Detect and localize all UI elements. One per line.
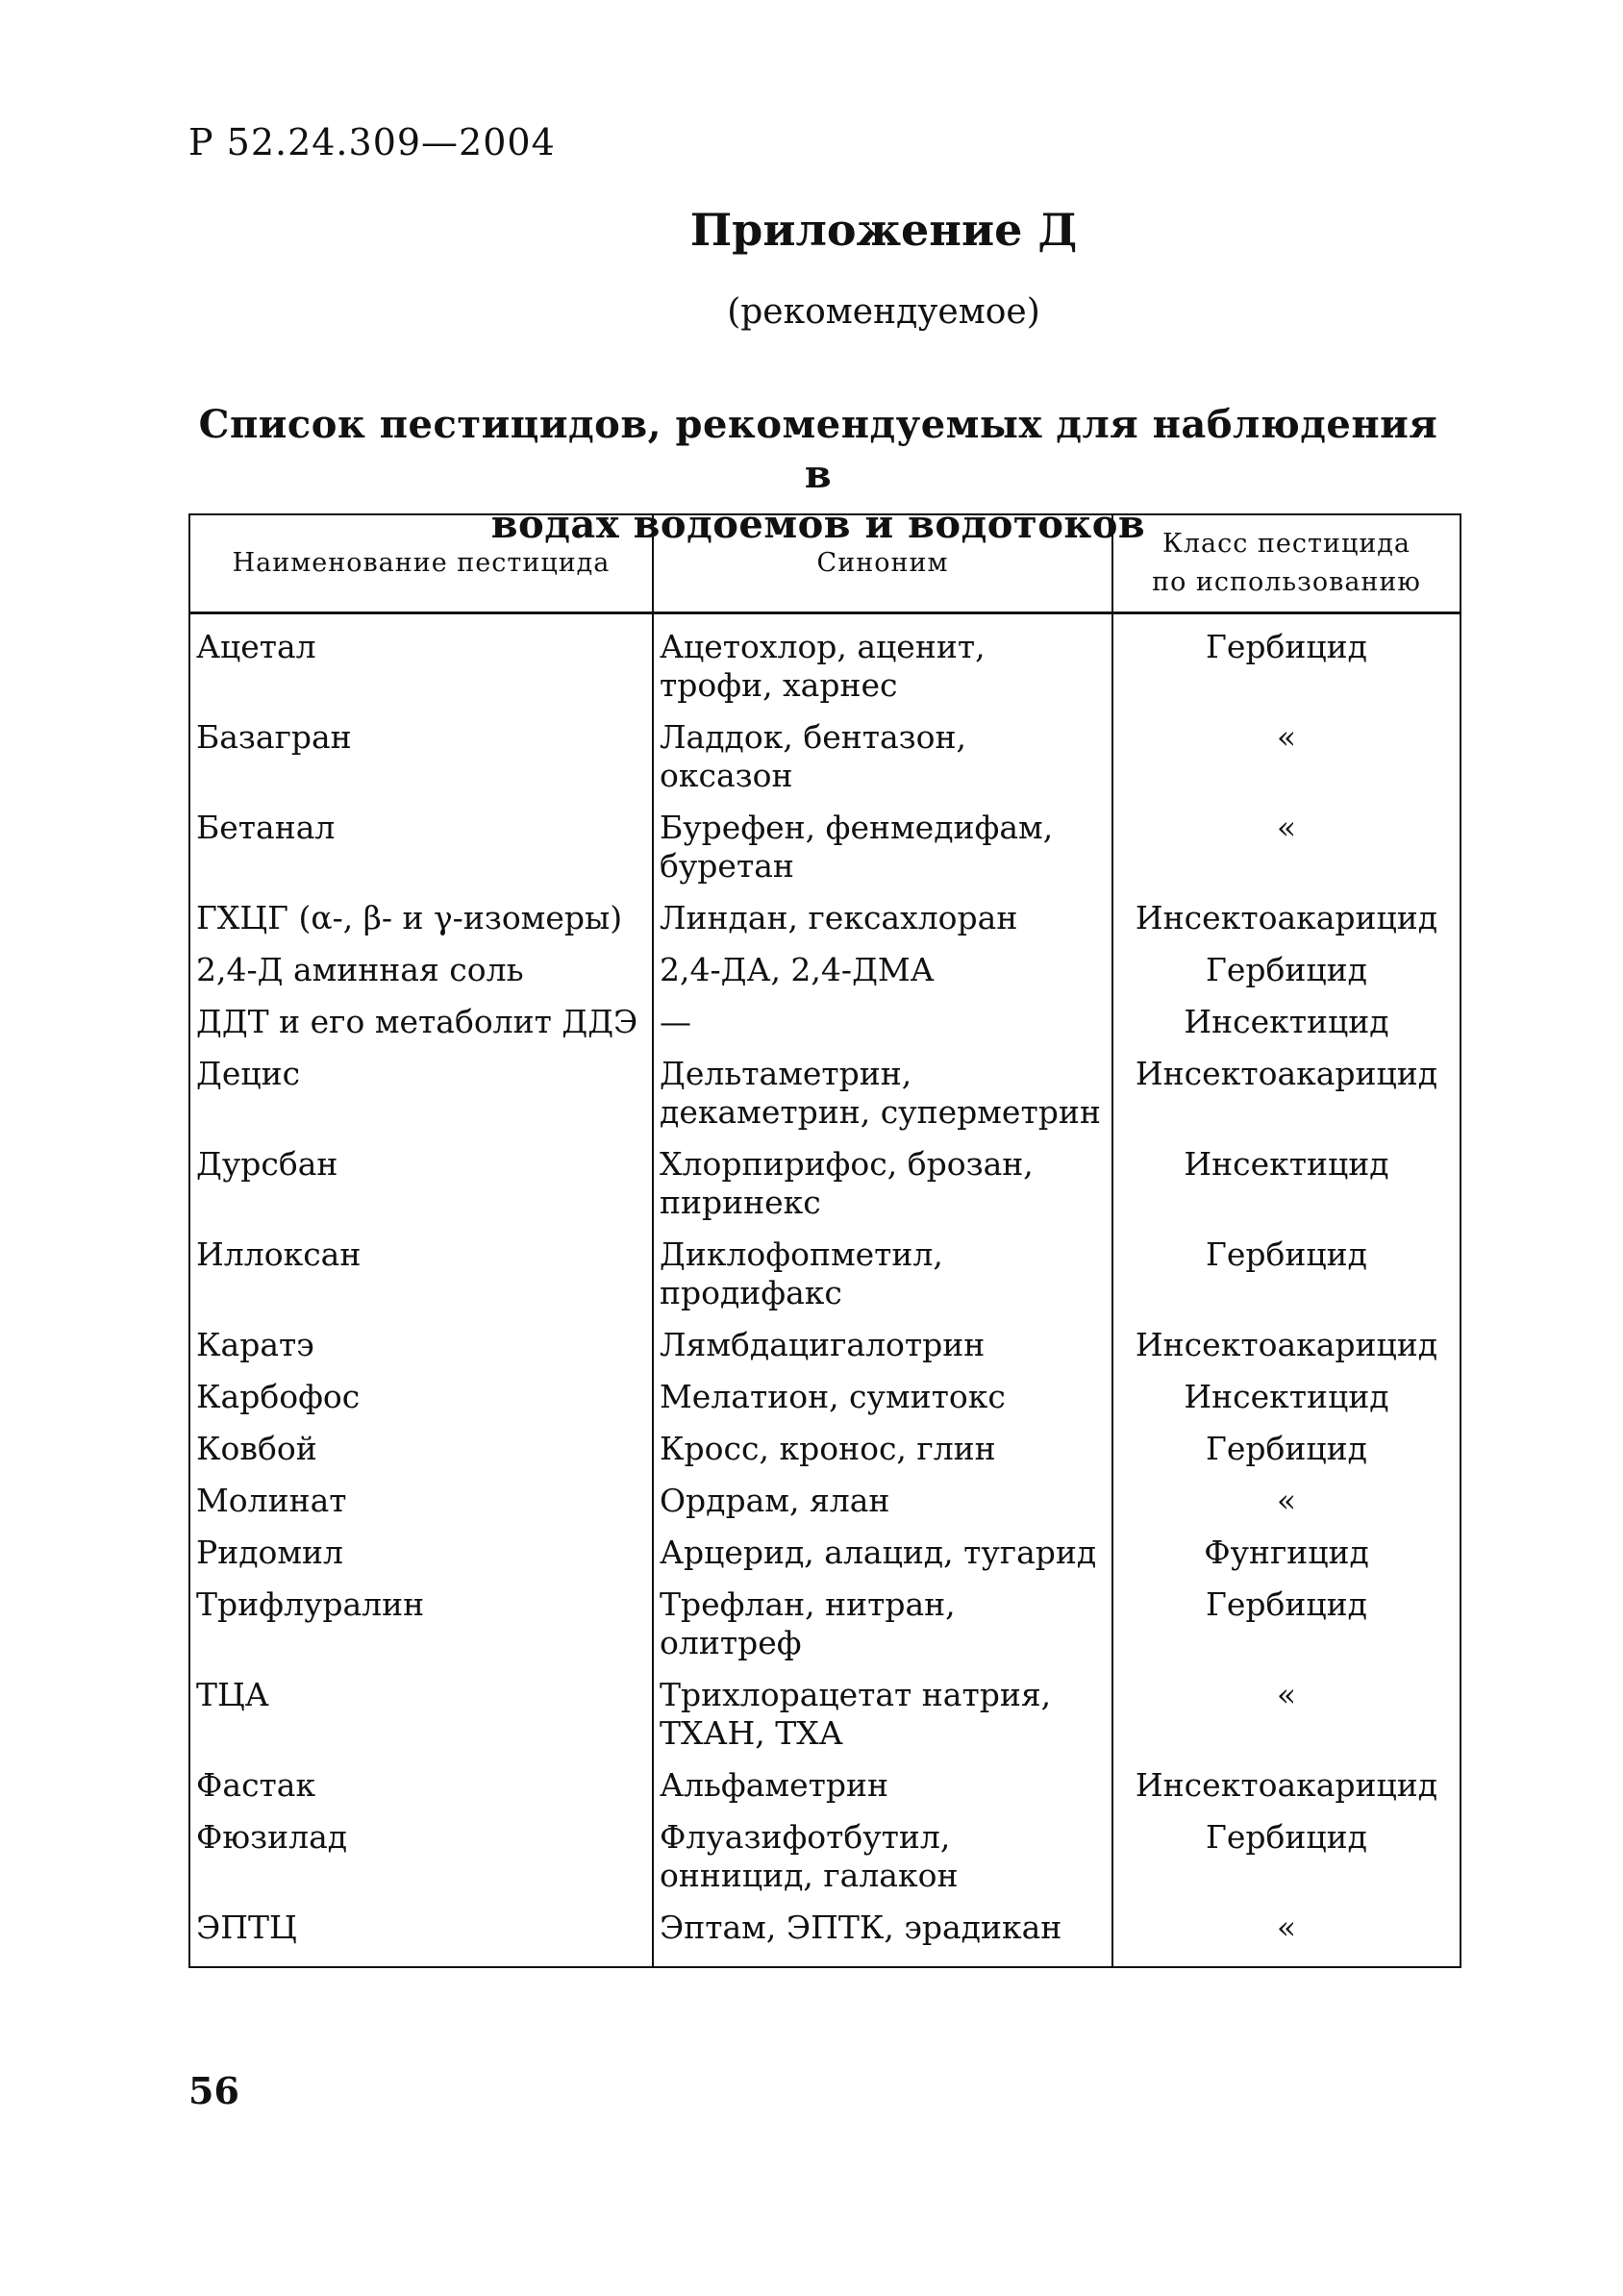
pesticide-name: 2,4-Д аминная соль	[189, 951, 653, 1003]
pesticide-class: Инсектоакарицид	[1112, 899, 1461, 951]
pesticide-name: Каратэ	[189, 1326, 653, 1378]
table-row	[189, 1818, 1461, 1909]
pesticide-class: «	[1112, 1909, 1461, 1967]
table-row	[189, 718, 1461, 809]
pesticide-class: «	[1112, 718, 1461, 809]
pesticide-synonym: Линдан, гексахлоран	[653, 899, 1112, 951]
pesticide-name: ГХЦГ (α-, β- и γ-изомеры)	[189, 899, 653, 951]
pesticide-name: Дурсбан	[189, 1145, 653, 1235]
table-row	[189, 1430, 1461, 1482]
appendix-title: Приложение Д	[689, 204, 1078, 256]
pesticide-class: Инсектоакарицид	[1112, 1766, 1461, 1818]
table-header-row	[189, 514, 1461, 613]
pesticide-synonym: Дельтаметрин, декаметрин, суперметрин	[653, 1055, 1112, 1145]
header-name: Наименование пестицида	[189, 514, 653, 613]
pesticide-name: ЭПТЦ	[189, 1909, 653, 1967]
pesticide-synonym: Бурефен, фенмедифам, буретан	[653, 809, 1112, 899]
pesticide-class: «	[1112, 1482, 1461, 1534]
table-row	[189, 1326, 1461, 1378]
pesticide-class: Фунгицид	[1112, 1534, 1461, 1585]
pesticide-synonym: Ацетохлор, аценит, трофи, харнес	[653, 613, 1112, 719]
pesticide-synonym: Альфаметрин	[653, 1766, 1112, 1818]
table-row	[189, 1534, 1461, 1585]
pesticide-synonym: Лямбдацигалотрин	[653, 1326, 1112, 1378]
pesticide-name: Фюзилад	[189, 1818, 653, 1909]
pesticide-synonym: —	[653, 1003, 1112, 1055]
pesticide-class: «	[1112, 809, 1461, 899]
pesticide-class: Гербицид	[1112, 1585, 1461, 1676]
pesticide-table	[188, 513, 1461, 1968]
pesticide-name: Ковбой	[189, 1430, 653, 1482]
pesticide-name: Иллоксан	[189, 1235, 653, 1326]
pesticide-synonym: Флуазифотбутил, онницид, галакон	[653, 1818, 1112, 1909]
pesticide-synonym: Ордрам, ялан	[653, 1482, 1112, 1534]
list-title-line-1: Список пестицидов, рекомендуемых для наблюдения в	[198, 402, 1438, 497]
pesticide-class: Гербицид	[1112, 1235, 1461, 1326]
pesticide-synonym: Хлорпирифос, брозан, пиринекс	[653, 1145, 1112, 1235]
table-row	[189, 1585, 1461, 1676]
pesticide-synonym: Трефлан, нитран, олитреф	[653, 1585, 1112, 1676]
pesticide-class: Инсектицид	[1112, 1003, 1461, 1055]
table-row	[189, 1235, 1461, 1326]
pesticide-name: Базагран	[189, 718, 653, 809]
pesticide-name: ДДТ и его метаболит ДДЭ	[189, 1003, 653, 1055]
pesticide-class: Гербицид	[1112, 951, 1461, 1003]
table-row	[189, 1378, 1461, 1430]
pesticide-synonym: Диклофопметил, продифакс	[653, 1235, 1112, 1326]
pesticide-name: Карбофос	[189, 1378, 653, 1430]
pesticide-class: «	[1112, 1676, 1461, 1766]
pesticide-class: Инсектоакарицид	[1112, 1055, 1461, 1145]
appendix-subtitle: (рекомендуемое)	[727, 292, 1040, 332]
pesticide-synonym: Эптам, ЭПТК, эрадикан	[653, 1909, 1112, 1967]
pesticide-synonym: Арцерид, алацид, тугарид	[653, 1534, 1112, 1585]
table-row	[189, 1145, 1461, 1235]
pesticide-name: Ридомил	[189, 1534, 653, 1585]
table-row	[189, 613, 1461, 719]
pesticide-name: Ацетал	[189, 613, 653, 719]
pesticide-class: Гербицид	[1112, 1430, 1461, 1482]
table-row	[189, 809, 1461, 899]
header-synonym: Синоним	[653, 514, 1112, 613]
pesticide-name: Фастак	[189, 1766, 653, 1818]
table-row	[189, 899, 1461, 951]
table-row	[189, 1909, 1461, 1967]
page-number: 56	[188, 2069, 239, 2112]
pesticide-synonym: Трихлорацетат натрия, ТХАН, ТХА	[653, 1676, 1112, 1766]
pesticide-class: Гербицид	[1112, 613, 1461, 719]
pesticide-synonym: Ладдок, бентазон, оксазон	[653, 718, 1112, 809]
pesticide-class: Гербицид	[1112, 1818, 1461, 1909]
pesticide-class: Инсектицид	[1112, 1145, 1461, 1235]
header-class-line-1: Класс пестицида	[1161, 529, 1411, 559]
table-row	[189, 1055, 1461, 1145]
pesticide-class: Инсектицид	[1112, 1378, 1461, 1430]
pesticide-class: Инсектоакарицид	[1112, 1326, 1461, 1378]
pesticide-name: Бетанал	[189, 809, 653, 899]
pesticide-name: ТЦА	[189, 1676, 653, 1766]
pesticide-synonym: Мелатион, сумитокс	[653, 1378, 1112, 1430]
table-row	[189, 1676, 1461, 1766]
document-code: Р 52.24.309—2004	[188, 121, 556, 163]
pesticide-synonym: Кросс, кронос, глин	[653, 1430, 1112, 1482]
table-row	[189, 1003, 1461, 1055]
table-row	[189, 1766, 1461, 1818]
pesticide-synonym: 2,4-ДА, 2,4-ДМА	[653, 951, 1112, 1003]
pesticide-name: Молинат	[189, 1482, 653, 1534]
pesticide-name: Децис	[189, 1055, 653, 1145]
header-class	[1112, 514, 1461, 613]
header-class-line-2: по использованию	[1152, 567, 1421, 597]
table-row	[189, 1482, 1461, 1534]
table-row	[189, 951, 1461, 1003]
pesticide-name: Трифлуралин	[189, 1585, 653, 1676]
list-title-line-2: водах водоемов и водотоков	[490, 502, 1146, 547]
